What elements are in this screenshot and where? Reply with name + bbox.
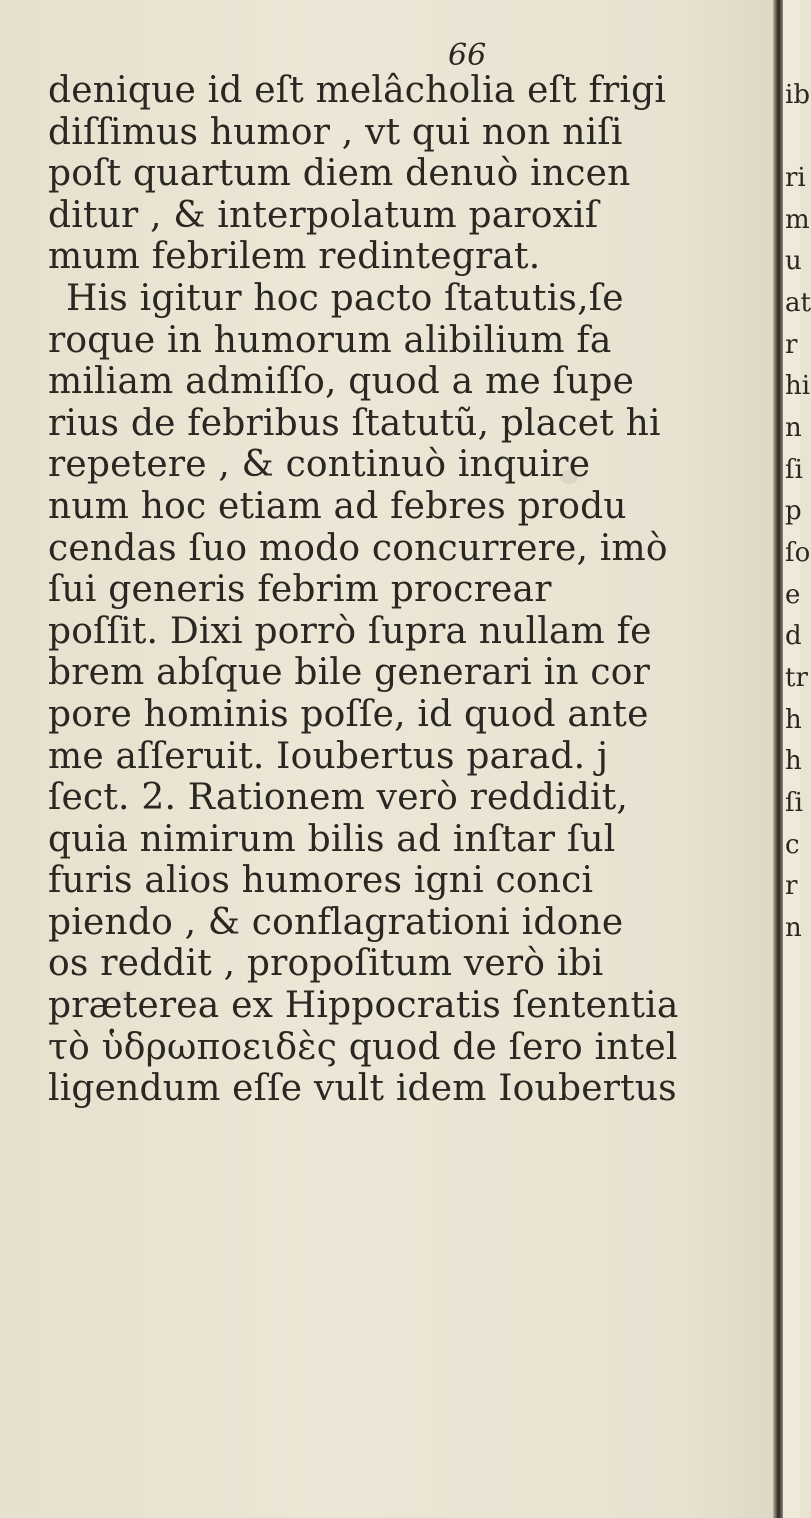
margin-fragment: c — [785, 830, 800, 860]
text-line: poſſit. Dixi porrò ſupra nullam fe — [48, 610, 652, 652]
text-line: cendas ſuo modo concurrere, imò — [48, 527, 668, 569]
book-gutter — [773, 0, 783, 1518]
margin-fragment: d — [785, 621, 802, 651]
margin-fragment: tr — [785, 663, 808, 693]
margin-fragment: ri — [785, 163, 806, 193]
text-line: ligendum eſſe vult idem Ioubertus — [48, 1068, 677, 1110]
margin-fragment: h — [785, 705, 802, 735]
text-line: piendo , & conflagrationi idone — [48, 901, 624, 943]
page-number: 66 — [448, 38, 487, 73]
text-line: quia nimirum bilis ad inſtar ſul — [48, 818, 616, 860]
margin-fragment: hi — [785, 371, 811, 401]
margin-fragment: p — [785, 496, 802, 526]
text-line: ſui generis febrim procrear — [48, 569, 552, 611]
margin-fragment: ſi — [785, 455, 803, 485]
text-line: brem abſque bile generari in cor — [48, 652, 651, 694]
margin-fragment: n — [785, 913, 802, 943]
text-line: diſſimus humor , vt qui non niſi — [48, 111, 623, 153]
facing-page-edge — [783, 0, 811, 1518]
margin-fragment: m — [785, 205, 810, 235]
text-line: roque in humorum alibilium fa — [48, 319, 612, 361]
text-line: præterea ex Hippocratis ſententia — [48, 985, 679, 1027]
body-text — [48, 70, 773, 1110]
text-line: me aſſeruit. Ioubertus parad. j — [48, 735, 609, 777]
text-line: ſect. 2. Rationem verò reddidit, — [48, 777, 629, 819]
margin-fragment: n — [785, 413, 802, 443]
text-line: furis alios humores igni conci — [48, 860, 594, 902]
margin-fragment: ib — [785, 80, 810, 110]
text-line: poſt quartum diem denuò incen — [48, 153, 631, 195]
text-line: His igitur hoc pacto ſtatutis,ſe — [66, 277, 624, 319]
margin-fragment: u — [785, 246, 802, 276]
text-line: pore hominis poſſe, id quod ante — [48, 693, 649, 735]
margin-fragment: e — [785, 580, 801, 610]
margin-fragment: r — [785, 330, 798, 360]
margin-fragment: r — [785, 871, 798, 901]
text-line: repetere , & continuò inquire — [48, 444, 591, 486]
margin-fragment: ſo — [785, 538, 811, 568]
margin-fragment: at — [785, 288, 811, 318]
text-line: miliam admiſſo, quod a me ſupe — [48, 361, 635, 403]
margin-fragment: ſi — [785, 788, 803, 818]
text-line: rius de febribus ſtatutũ, placet hi — [48, 402, 661, 444]
text-line: mum febrilem redintegrat. — [48, 236, 541, 278]
text-line: os reddit , propoſitum verò ibi — [48, 943, 604, 985]
text-line: denique id eſt melâcholia eſt frigi — [48, 70, 667, 111]
text-line: num hoc etiam ad febres produ — [48, 485, 627, 527]
text-line: τὸ ὑδρωποειδὲς quod de ſero intel — [48, 1026, 678, 1068]
text-line: ditur , & interpolatum paroxiſ — [48, 194, 599, 236]
margin-fragment: h — [785, 746, 802, 776]
